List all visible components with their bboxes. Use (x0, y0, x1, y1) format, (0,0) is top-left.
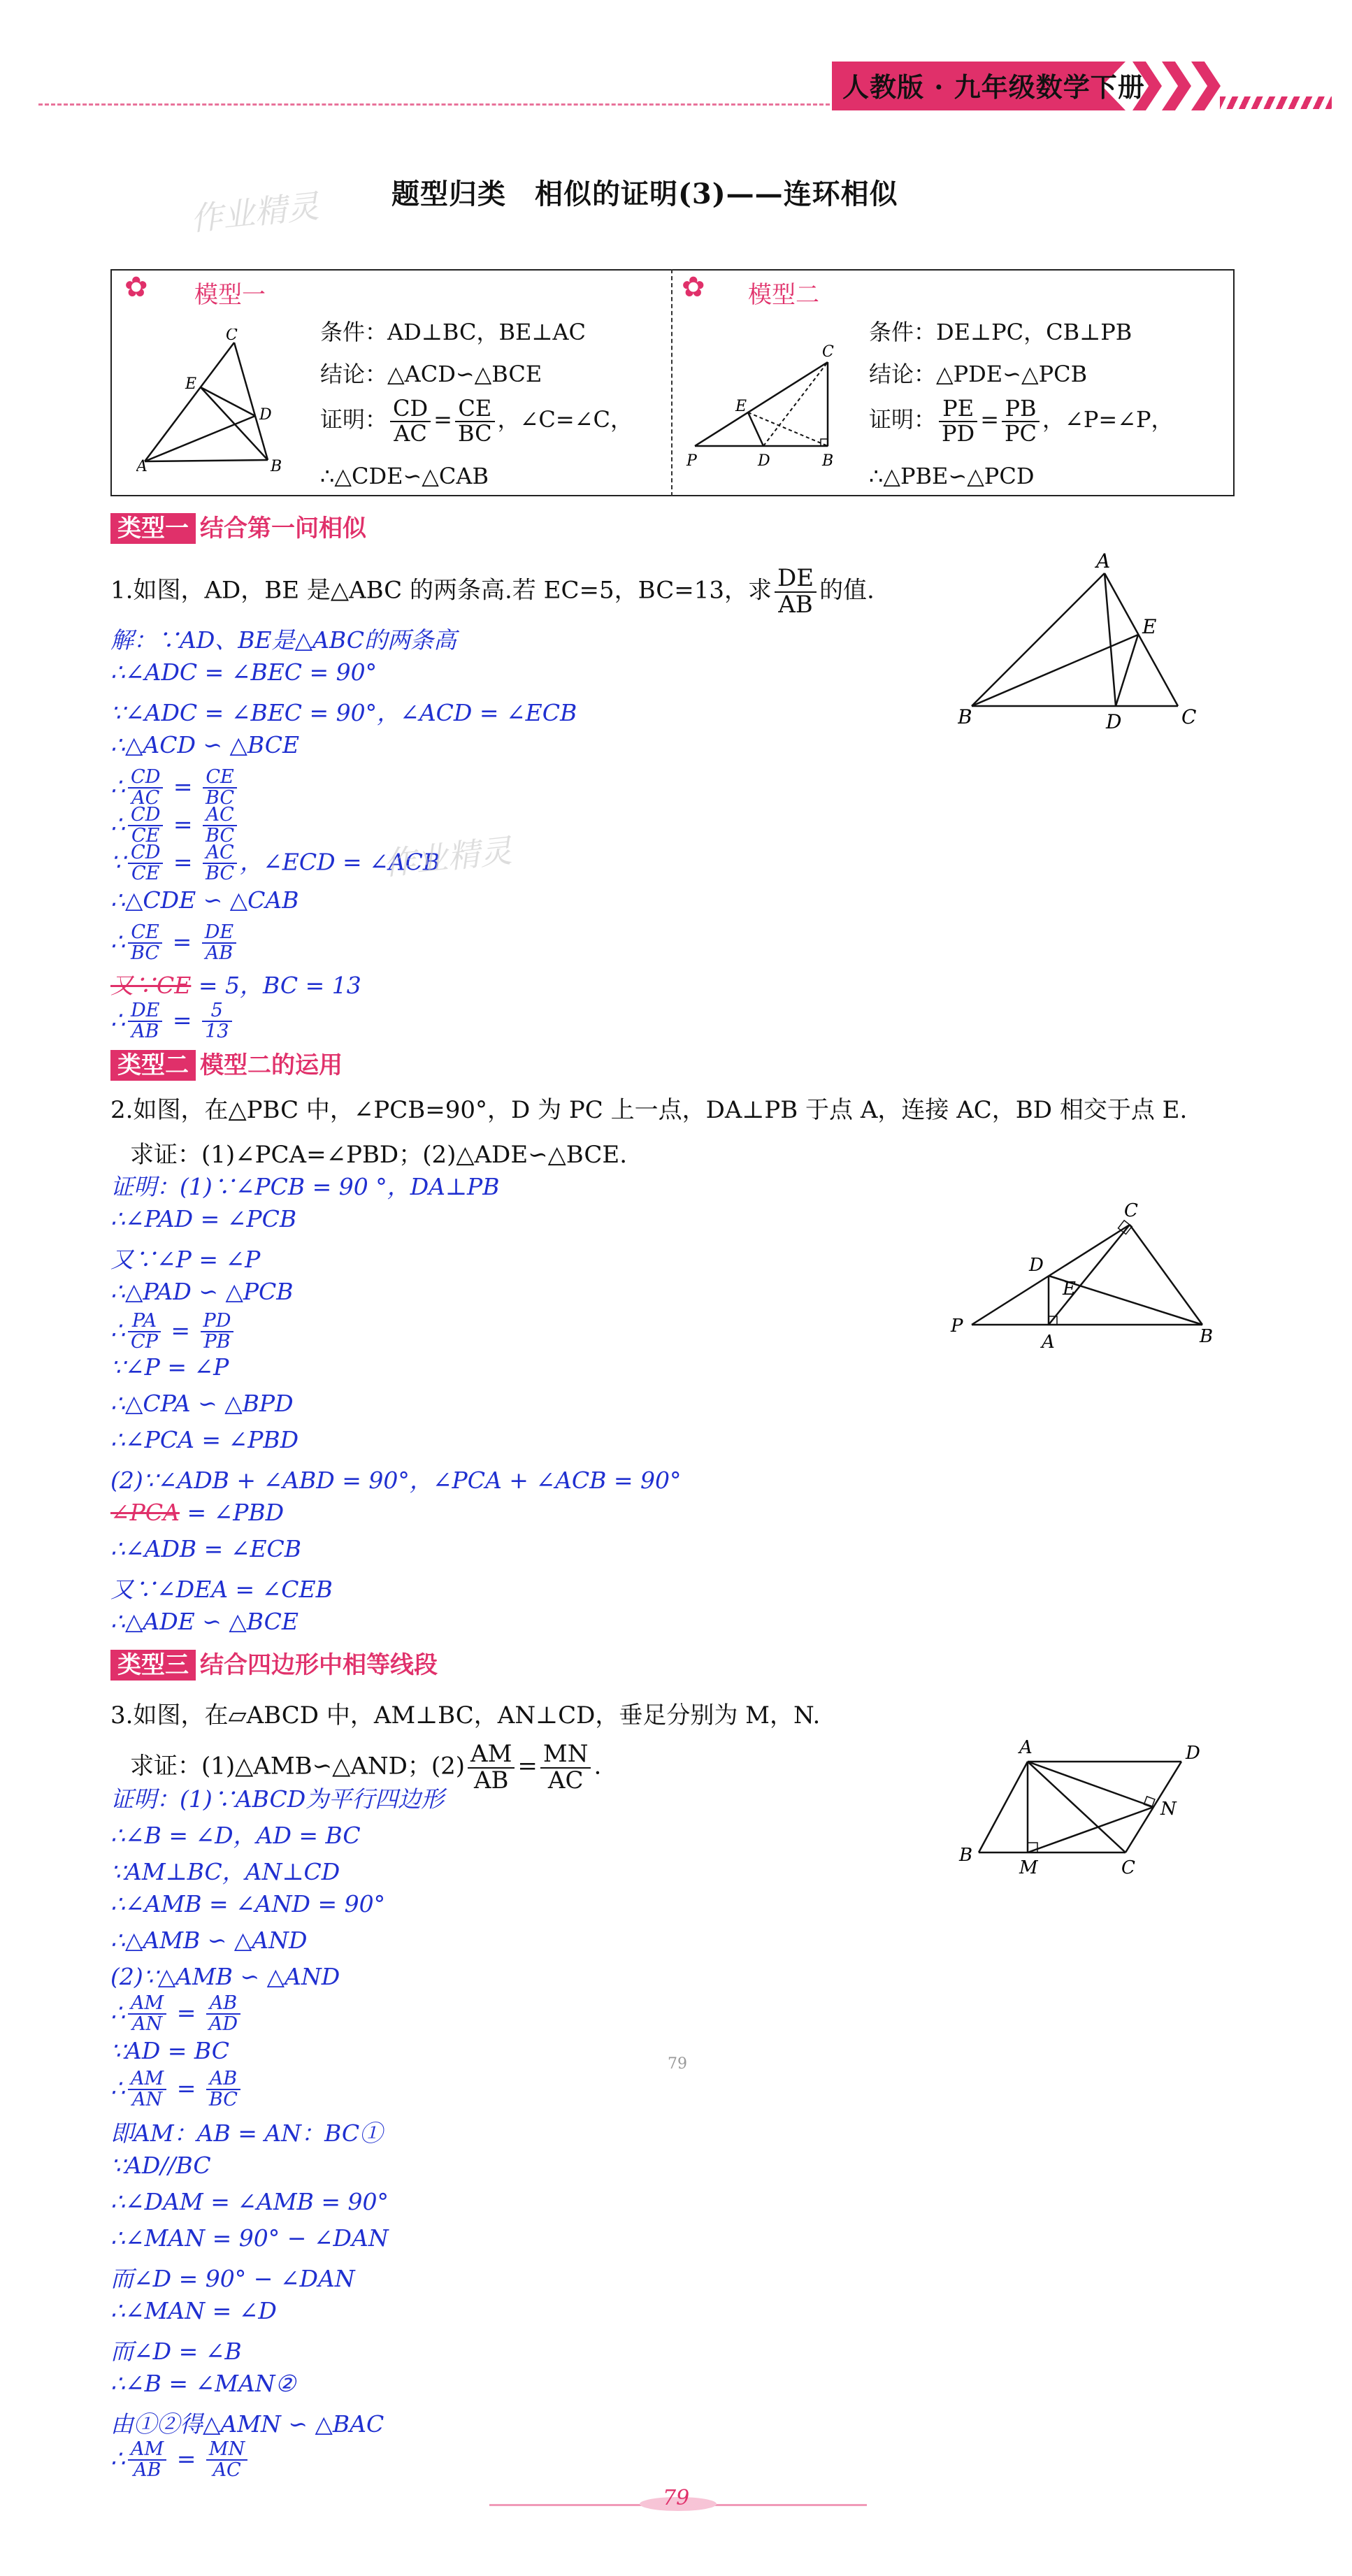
p2-sol-line (110, 1499, 284, 1526)
p3-edge-ab (979, 1762, 1028, 1852)
p3-label-a: A (1019, 1737, 1033, 1758)
p2-label-a: A (1042, 1332, 1055, 1353)
model-divider (671, 269, 673, 496)
m1-label-e: E (185, 375, 197, 393)
p3-sol-line: ∵AD = BC (110, 2037, 230, 2064)
problem-one-figure (958, 552, 1209, 741)
struck-text: ∠PCA (110, 1499, 180, 1526)
p2-label-p: P (951, 1316, 963, 1337)
p1-sol-line: 解：∵AD、BE是△ABC的两条高 (110, 626, 456, 654)
p3-label-c: C (1121, 1857, 1135, 1878)
p3-sol-line: ∴∠MAN = ∠D (110, 2297, 277, 2324)
frac-numerator: AB (206, 2069, 240, 2090)
p1-sol-line: ∴△CDE ∽ △CAB (110, 886, 299, 914)
p1-sol-line: ∴∠ADC = ∠BEC = 90° (110, 659, 377, 686)
frac-numerator: CD (128, 805, 163, 826)
flower-icon: ✿ (124, 271, 148, 303)
p1-sol-frac-line: ∴ $\frac{DE}{AB}$ = $\frac{5}{13}$ (110, 1001, 235, 1042)
p3-sol-line: ∴∠DAM = ∠AMB = 90° (110, 2188, 389, 2215)
frac-denominator: BC (206, 825, 235, 847)
p2-label-b: B (1200, 1326, 1214, 1347)
p1-sol-line: ∴△ACD ∽ △BCE (110, 731, 300, 758)
watermark: 作业精灵 (188, 187, 321, 238)
header-edition: 人教版 · 九年级数学下册 (842, 71, 1145, 103)
frac-denominator: AB (473, 1766, 509, 1794)
struck-text: 又∵CE (110, 972, 192, 999)
model-two-condition: 条件：DE⊥PC，CB⊥PB (869, 319, 1132, 345)
m1-label-c: C (226, 329, 238, 344)
frac-denominator: AB (205, 942, 233, 965)
frac-denominator: CE (131, 863, 160, 885)
p3-sol-frac-line: ∴ $\frac{AM}{AB}$ = $\frac{MN}{AC}$ (110, 2440, 250, 2481)
frac-numerator: AM (128, 1994, 166, 2015)
problem-three-ask: 求证：(1)△AMB∽△AND；(2) $\frac{AM}{AB}$ = $\frac{MN}{AC}$ . (130, 1740, 602, 1794)
model-one-title: 模型一 (194, 281, 266, 309)
p2-sol-line: 又∵∠DEA = ∠CEB (110, 1576, 333, 1603)
model-two-title: 模型二 (748, 281, 819, 309)
p3-sol-line: (2)∵△AMB ∽ △AND (110, 1963, 340, 1990)
p2-sol-line: ∴∠ADB = ∠ECB (110, 1535, 302, 1562)
frac-denominator: PB (203, 1331, 231, 1353)
p2-sol-line: ∴△CPA ∽ △BPD (110, 1390, 294, 1417)
frac-numerator: PD (201, 1311, 234, 1332)
frac-numerator: MN (540, 1742, 591, 1769)
problem-two-ask: 求证：(1)∠PCA=∠PBD；(2)△ADE∽△BCE. (130, 1141, 628, 1169)
p3-sol-line: 由①②得△AMN ∽ △BAC (110, 2410, 384, 2438)
m2-label-p: P (686, 452, 697, 470)
frac-numerator: PE (939, 397, 977, 422)
p1-sol-frac-line: ∴ $\frac{CD}{AC}$ = $\frac{CE}{BC}$ (110, 768, 240, 809)
type-two-tag (110, 1046, 343, 1080)
p1-edge-ab (972, 573, 1105, 706)
header-chevron-icon (1191, 62, 1221, 110)
p1-seg-ad (1105, 573, 1116, 706)
frac-denominator: CE (131, 825, 160, 847)
tag-text: 结合第一问相似 (200, 515, 366, 542)
frac-denominator: BC (457, 419, 492, 447)
frac-denominator: BC (206, 787, 235, 810)
p3-seg-ac (1028, 1762, 1126, 1852)
frac-numerator: AM (128, 2440, 166, 2461)
m1-label-b: B (271, 458, 282, 472)
p1-label-e: E (1142, 615, 1157, 638)
m2-seg-be (748, 412, 828, 446)
frac-denominator: AC (131, 787, 160, 810)
frac-numerator: 5 (202, 1001, 231, 1022)
p1-sol-frac-line: ∴ $\frac{CD}{CE}$ = $\frac{AC}{BC}$ (110, 805, 240, 847)
frac-numerator: CD (128, 768, 163, 789)
m1-label-d: D (259, 406, 272, 424)
p3-sol-line: ∴∠AMB = ∠AND = 90° (110, 1890, 386, 1917)
p3-sol-line: ∵AD//BC (110, 2152, 211, 2179)
p2-label-e: E (1063, 1279, 1076, 1300)
p1-edge-ac (1105, 573, 1178, 706)
m2-label-b: B (822, 452, 834, 470)
frac-numerator: CD (390, 397, 431, 422)
frac-numerator: AC (203, 843, 237, 864)
frac-denominator: AC (394, 419, 427, 447)
p2-sol-line: ∴∠PAD = ∠PCB (110, 1205, 297, 1232)
frac-numerator: MN (206, 2440, 247, 2461)
tag-label: 类型三 (110, 1650, 196, 1681)
m2-label-e: E (735, 398, 747, 415)
proof-suffix: ，∠C=∠C， (497, 406, 633, 433)
frac-tail: ，∠ECD = ∠ACB (240, 848, 440, 876)
m1-edge-ab (145, 460, 268, 461)
p1-sol-line (110, 967, 361, 1000)
frac-denominator: PC (1005, 419, 1037, 447)
m1-seg-de (201, 387, 255, 416)
p1-sol-line: ∵∠ADC = ∠BEC = 90°，∠ACD = ∠ECB (110, 699, 577, 726)
frac-numerator: CE (128, 923, 162, 944)
sol-text: = ∠PBD (187, 1499, 285, 1526)
p3-label-m: M (1019, 1857, 1038, 1878)
p3-sol-frac-line: ∴ $\frac{AM}{AN}$ = $\frac{AB}{BC}$ (110, 2069, 243, 2110)
p2-sol-line: 又∵∠P = ∠P (110, 1246, 261, 1273)
frac-numerator: PB (1002, 397, 1040, 422)
frac-denominator: BC (206, 863, 235, 885)
p2-seg-ac (1049, 1225, 1130, 1325)
problem-one-statement (110, 566, 875, 617)
p2-sol-line: (2)∵∠ADB + ∠ABD = 90°，∠PCA + ∠ACB = 90° (110, 1467, 682, 1494)
header-chevron-icon (1162, 62, 1191, 110)
p3-sol-line: ∴△AMB ∽ △AND (110, 1927, 308, 1954)
ask-prefix: 求证：(1)△AMB∽△AND；(2) (130, 1752, 466, 1780)
p3-seg-an (1028, 1762, 1153, 1807)
tag-text: 模型二的运用 (200, 1051, 343, 1079)
m2-seg-cd (763, 362, 828, 446)
p2-label-d: D (1029, 1255, 1044, 1276)
type-three-tag (110, 1646, 438, 1680)
p3-label-b: B (959, 1845, 973, 1866)
p3-sol-line: ∴∠MAN = 90° − ∠DAN (110, 2224, 389, 2252)
p2-sol-line: ∴△PAD ∽ △PCB (110, 1278, 294, 1305)
frac-denominator: AC (547, 1766, 584, 1794)
proof-prefix: 证明： (320, 406, 388, 433)
p3-sol-line: 而∠D = ∠B (110, 2338, 242, 2365)
frac-denominator: BC (131, 942, 160, 965)
p2-sol-line: ∵∠P = ∠P (110, 1353, 229, 1381)
m2-edge-pc (695, 362, 828, 446)
p3-sol-line: 而∠D = 90° − ∠DAN (110, 2265, 355, 2292)
frac-denominator: 13 (205, 1021, 229, 1043)
frac-numerator: AB (206, 1994, 240, 2015)
frac-numerator: AM (128, 2069, 166, 2090)
frac-denominator: BC (208, 2089, 238, 2111)
frac-denominator: AN (132, 2013, 163, 2036)
model-one-condition: 条件：AD⊥BC，BE⊥AC (320, 319, 587, 345)
frac-denominator: AN (132, 2089, 163, 2111)
p2-edge-pc (972, 1225, 1130, 1325)
frac-denominator: AC (213, 2459, 241, 2482)
frac-numerator: PA (128, 1311, 161, 1332)
model-two-figure (685, 336, 849, 472)
m2-label-d: D (758, 452, 770, 470)
proof-suffix: ，∠P=∠P， (1042, 406, 1174, 433)
p3-sol-line: ∵AM⊥BC，AN⊥CD (110, 1858, 340, 1885)
type-one-tag (110, 509, 366, 543)
problem-three-statement: 3.如图，在▱ABCD 中，AM⊥BC，AN⊥CD，垂足分别为 M，N. (110, 1701, 821, 1729)
sol-text: = 5，BC = 13 (198, 972, 361, 999)
model-two-result: ∴△PBE∽△PCD (869, 463, 1035, 489)
tag-label: 类型一 (110, 513, 196, 544)
p1-sol-frac-line: ∵ $\frac{CD}{CE}$ = $\frac{AC}{BC}$ ，∠ECD = ∠ACB (110, 842, 440, 885)
p1-seg-de (1116, 635, 1138, 706)
header-dashed-rule (38, 103, 842, 106)
model-one-result: ∴△CDE∽△CAB (320, 463, 489, 489)
frac-denominator: AB (778, 590, 813, 619)
p3-seg-mn (1028, 1807, 1153, 1852)
p1-label-b: B (958, 705, 972, 728)
model-one-conclusion: 结论：△ACD∽△BCE (320, 361, 542, 387)
page-title: 题型归类 相似的证明(3)——连环相似 (391, 178, 898, 210)
header-stripes (1220, 96, 1332, 109)
frac-numerator: CE (203, 768, 237, 789)
p2-sol-line: 证明：(1)∵∠PCB = 90 °，DA⊥PB (110, 1173, 500, 1200)
p2-sol-frac-line: ∴ $\frac{PA}{CP}$ = $\frac{PD}{PB}$ (110, 1311, 236, 1353)
model-two-proof: 证明： $\frac{PE}{PD}$ = $\frac{PB}{PC}$ ，∠P=∠P， (869, 395, 1174, 447)
p1-label-d: D (1106, 710, 1122, 733)
p1-label-c: C (1181, 705, 1197, 728)
frac-denominator: AD (208, 2013, 238, 2036)
frac-denominator: CP (131, 1331, 158, 1353)
frac-numerator: CD (128, 843, 163, 864)
p2-label-c: C (1124, 1200, 1138, 1221)
p2-sol-line: ∴∠PCA = ∠PBD (110, 1426, 299, 1453)
p3-sol-frac-line: ∴ $\frac{AM}{AN}$ = $\frac{AB}{AD}$ (110, 1994, 243, 2035)
statement-text: 1.如图，AD，BE 是△ABC 的两条高.若 EC=5，BC=13，求 (110, 576, 772, 605)
proof-prefix: 证明： (869, 406, 937, 433)
tag-text: 结合四边形中相等线段 (200, 1651, 438, 1679)
statement-tail: 的值. (819, 576, 875, 605)
frac-denominator: PD (942, 419, 975, 447)
p2-edge-bc (1130, 1225, 1202, 1325)
frac-numerator: DE (775, 566, 817, 593)
p1-label-a: A (1096, 552, 1111, 573)
p3-sol-line: ∴∠B = ∠D，AD = BC (110, 1822, 361, 1849)
p1-sol-frac-line: ∴ $\frac{CE}{BC}$ = $\frac{DE}{AB}$ (110, 923, 239, 964)
model-two-conclusion: 结论：△PDE∽△PCB (869, 361, 1088, 387)
frac-numerator: AM (468, 1742, 515, 1769)
p3-label-d: D (1186, 1743, 1200, 1764)
problem-three-figure (951, 1727, 1216, 1880)
p3-label-n: N (1160, 1799, 1177, 1820)
model-one-figure (136, 329, 297, 472)
problem-two-statement: 2.如图，在△PBC 中，∠PCB=90°，D 为 PC 上一点，DA⊥PB 于点 A，连接 AC，BD 相交于点 E. (110, 1096, 1188, 1124)
p3-sol-line: ∴∠B = ∠MAN② (110, 2370, 296, 2397)
m2-label-c: C (822, 343, 834, 361)
p3-sol-line: 即AM：AB = AN：BC① (110, 2120, 383, 2147)
flower-icon: ✿ (682, 271, 705, 303)
frac-denominator: AB (133, 2459, 161, 2482)
model-one-proof: 证明： $\frac{CD}{AC}$ = $\frac{CE}{BC}$ ，∠C=∠C， (320, 395, 633, 447)
frac-numerator: DE (128, 1001, 162, 1022)
tag-label: 类型二 (110, 1050, 196, 1081)
frac-numerator: AC (203, 805, 237, 826)
m1-label-a: A (136, 458, 148, 472)
p2-sol-line: ∴△ADE ∽ △BCE (110, 1608, 299, 1635)
frac-denominator: AB (131, 1021, 159, 1043)
problem-two-figure (944, 1188, 1216, 1356)
watermark: 作业精灵 (381, 831, 514, 883)
page-number: 79 (663, 2486, 690, 2510)
p3-sol-line: 证明：(1)∵ABCD为平行四边形 (110, 1785, 445, 1813)
frac-numerator: DE (202, 923, 236, 944)
page-number-faint: 79 (668, 2055, 687, 2073)
frac-numerator: CE (455, 397, 495, 422)
